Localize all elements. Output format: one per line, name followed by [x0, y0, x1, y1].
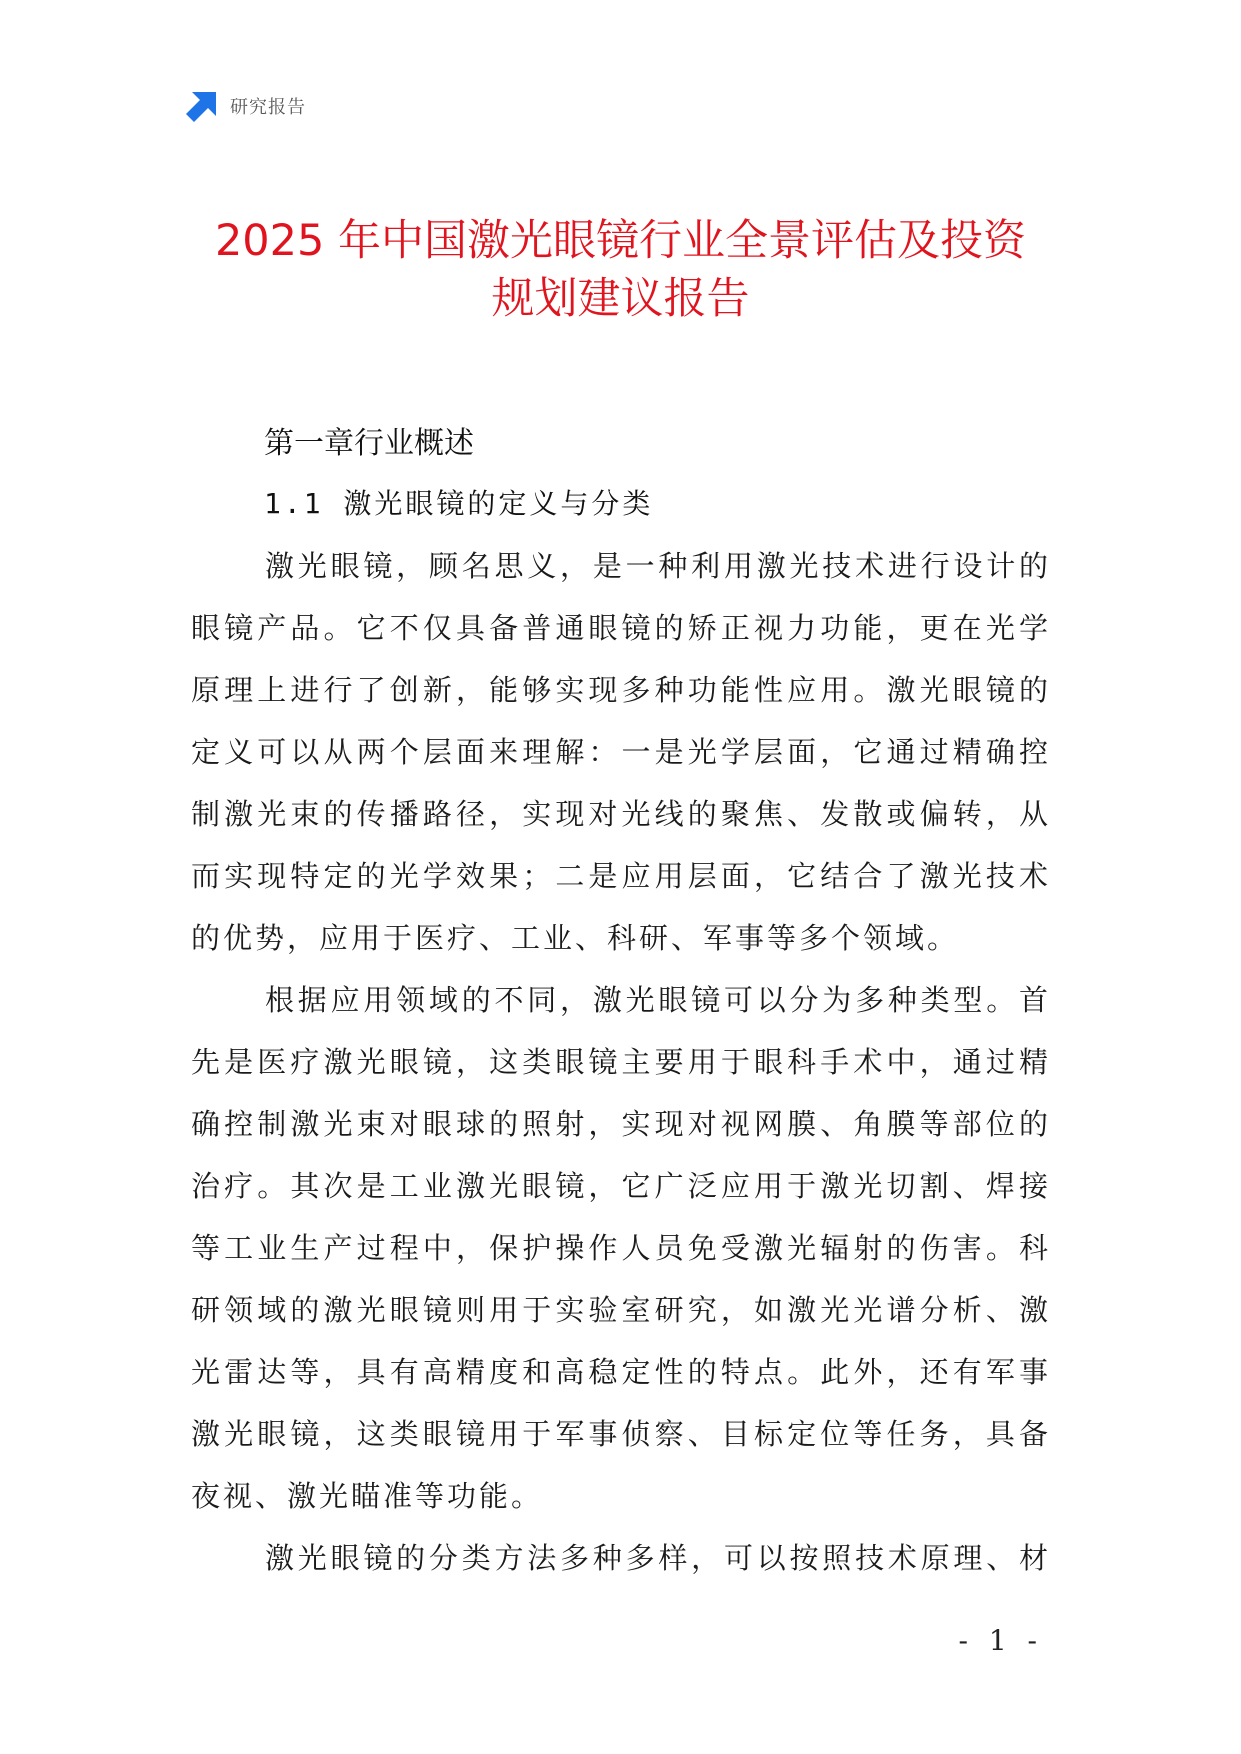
text-line: 而实现特定的光学效果；二是应用层面，它结合了激光技术 [191, 859, 1051, 893]
arrow-up-right-icon [186, 90, 218, 122]
text-line: 的优势，应用于医疗、工业、科研、军事等多个领域。 [191, 921, 960, 955]
body-text [191, 535, 1051, 1589]
title-line: 2025 年中国激光眼镜行业全景评估及投资 [214, 216, 1027, 266]
text-line: 确控制激光束对眼球的照射，实现对视网膜、角膜等部位的 [191, 1107, 1051, 1141]
text-line: 激光眼镜，顾名思义，是一种利用激光技术进行设计的 [265, 549, 1051, 583]
text-line: 治疗。其次是工业激光眼镜，它广泛应用于激光切割、焊接 [191, 1169, 1051, 1203]
text-line: 光雷达等，具有高精度和高稳定性的特点。此外，还有军事 [191, 1355, 1051, 1389]
text-line: 根据应用领域的不同，激光眼镜可以分为多种类型。首 [265, 983, 1051, 1017]
text-line: 先是医疗激光眼镜，这类眼镜主要用于眼科手术中，通过精 [191, 1045, 1051, 1079]
text-line: 激光眼镜，这类眼镜用于军事侦察、目标定位等任务，具备 [191, 1417, 1051, 1451]
brand-label: 研究报告 [230, 97, 306, 118]
report-title [150, 212, 1091, 328]
chapter-heading: 第一章行业概述 [264, 426, 474, 461]
paragraph [191, 969, 1051, 1527]
report-header [186, 88, 306, 124]
paragraph [191, 1527, 1051, 1589]
section-heading: 1.1 激光眼镜的定义与分类 [264, 487, 654, 520]
paragraph [191, 535, 1051, 969]
text-line: 制激光束的传播路径，实现对光线的聚焦、发散或偏转，从 [191, 797, 1051, 831]
text-line: 眼镜产品。它不仅具备普通眼镜的矫正视力功能，更在光学 [191, 611, 1051, 645]
text-line: 激光眼镜的分类方法多种多样，可以按照技术原理、材 [265, 1541, 1051, 1575]
text-line: 研领域的激光眼镜则用于实验室研究，如激光光谱分析、激 [191, 1293, 1051, 1327]
text-line: 等工业生产过程中，保护操作人员免受激光辐射的伤害。科 [191, 1231, 1051, 1265]
title-line: 规划建议报告 [491, 274, 750, 324]
text-line: 定义可以从两个层面来理解：一是光学层面，它通过精确控 [191, 735, 1051, 769]
text-line: 夜视、激光瞄准等功能。 [191, 1479, 544, 1513]
page-number: - 1 - [958, 1624, 1043, 1657]
text-line: 原理上进行了创新，能够实现多种功能性应用。激光眼镜的 [191, 673, 1051, 707]
